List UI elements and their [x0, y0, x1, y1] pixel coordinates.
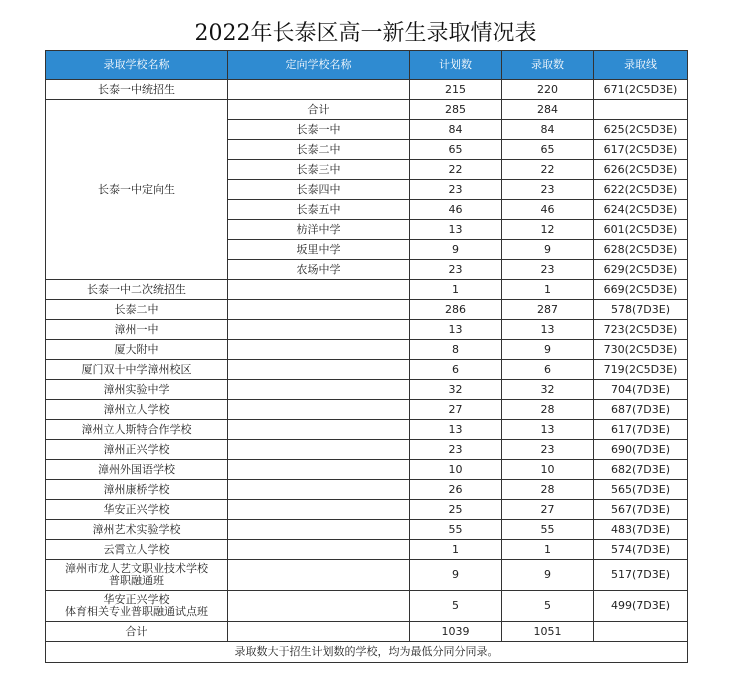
line-cell: 517(7D3E): [594, 560, 688, 591]
plan-cell: 1: [410, 280, 502, 300]
plan-cell: 13: [410, 420, 502, 440]
line-cell: 682(7D3E): [594, 460, 688, 480]
table-row: [46, 460, 688, 480]
table-row: [46, 80, 688, 100]
admit-cell: 32: [502, 380, 594, 400]
header-line: 录取线: [594, 51, 688, 80]
directed-cell: [228, 560, 410, 591]
line-cell: [594, 100, 688, 120]
admit-cell: 28: [502, 480, 594, 500]
school-cell-two-line: [46, 560, 228, 591]
admit-cell: 284: [502, 100, 594, 120]
table-row: [46, 500, 688, 520]
admit-cell: 287: [502, 300, 594, 320]
plan-cell: 22: [410, 160, 502, 180]
admit-cell: 220: [502, 80, 594, 100]
directed-cell: [228, 540, 410, 560]
school-cell: 漳州艺术实验学校: [46, 520, 228, 540]
line-cell: 687(7D3E): [594, 400, 688, 420]
plan-cell: 6: [410, 360, 502, 380]
directed-cell: 长泰四中: [228, 180, 410, 200]
plan-cell: 65: [410, 140, 502, 160]
directed-cell: [228, 591, 410, 622]
plan-cell: 23: [410, 260, 502, 280]
plan-cell: 46: [410, 200, 502, 220]
directed-cell: [228, 340, 410, 360]
admit-cell: 22: [502, 160, 594, 180]
directed-cell: [228, 622, 410, 642]
admit-cell: 23: [502, 180, 594, 200]
directed-cell: [228, 520, 410, 540]
total-row: [46, 622, 688, 642]
plan-cell: 26: [410, 480, 502, 500]
school-cell: 云霄立人学校: [46, 540, 228, 560]
table-row: [46, 520, 688, 540]
directed-cell: [228, 80, 410, 100]
school-cell: 长泰一中统招生: [46, 80, 228, 100]
table-row: [46, 320, 688, 340]
admit-cell: 23: [502, 440, 594, 460]
directed-cell: [228, 320, 410, 340]
school-cell: 漳州外国语学校: [46, 460, 228, 480]
plan-cell: 27: [410, 400, 502, 420]
line-cell: 617(2C5D3E): [594, 140, 688, 160]
line-cell: 690(7D3E): [594, 440, 688, 460]
line-cell: 719(2C5D3E): [594, 360, 688, 380]
admit-cell: 9: [502, 560, 594, 591]
school-cell: 漳州立人学校: [46, 400, 228, 420]
total-admit: 1051: [502, 622, 594, 642]
admit-cell: 1: [502, 280, 594, 300]
line-cell: 723(2C5D3E): [594, 320, 688, 340]
table-row: [46, 360, 688, 380]
plan-cell: 55: [410, 520, 502, 540]
footnote-row: [46, 642, 688, 663]
plan-cell: 10: [410, 460, 502, 480]
plan-cell: 9: [410, 560, 502, 591]
plan-cell: 9: [410, 240, 502, 260]
admit-cell: 13: [502, 420, 594, 440]
directed-cell: [228, 300, 410, 320]
table-row: [46, 540, 688, 560]
admit-cell: 46: [502, 200, 594, 220]
directed-cell: [228, 400, 410, 420]
plan-cell: 23: [410, 180, 502, 200]
table-row: [46, 440, 688, 460]
plan-cell: 32: [410, 380, 502, 400]
directed-cell: 长泰五中: [228, 200, 410, 220]
line-cell: 629(2C5D3E): [594, 260, 688, 280]
header-row: [46, 51, 688, 80]
line-cell: 671(2C5D3E): [594, 80, 688, 100]
table-row: [46, 380, 688, 400]
admit-cell: 5: [502, 591, 594, 622]
line-cell: 669(2C5D3E): [594, 280, 688, 300]
plan-cell: 215: [410, 80, 502, 100]
table-row: [46, 480, 688, 500]
footnote: 录取数大于招生计划数的学校，均为最低分同分同录。: [46, 642, 688, 663]
admit-cell: 13: [502, 320, 594, 340]
directed-cell: [228, 380, 410, 400]
school-cell: 漳州一中: [46, 320, 228, 340]
plan-cell: 285: [410, 100, 502, 120]
table-row: [46, 300, 688, 320]
admit-cell: 55: [502, 520, 594, 540]
directed-cell: [228, 420, 410, 440]
table-row: [46, 591, 688, 622]
table-row: [46, 340, 688, 360]
admit-cell: 1: [502, 540, 594, 560]
admit-cell: 6: [502, 360, 594, 380]
school-cell-two-line: [46, 591, 228, 622]
directed-cell: [228, 480, 410, 500]
plan-cell: 8: [410, 340, 502, 360]
admit-cell: 28: [502, 400, 594, 420]
directed-cell: 坂里中学: [228, 240, 410, 260]
school-line-2: 体育相关专业普职融通试点班: [65, 605, 208, 618]
line-cell: 565(7D3E): [594, 480, 688, 500]
line-cell: 499(7D3E): [594, 591, 688, 622]
line-cell: 625(2C5D3E): [594, 120, 688, 140]
admit-cell: 23: [502, 260, 594, 280]
directed-cell: 长泰二中: [228, 140, 410, 160]
page-title: 2022年长泰区高一新生录取情况表: [194, 21, 537, 46]
directed-cell: 长泰一中: [228, 120, 410, 140]
school-cell-merged: 长泰一中定向生: [46, 100, 228, 280]
school-line-2: 普职融通班: [109, 574, 164, 587]
plan-cell: 5: [410, 591, 502, 622]
directed-cell: [228, 460, 410, 480]
plan-cell: 13: [410, 320, 502, 340]
line-cell: 730(2C5D3E): [594, 340, 688, 360]
school-cell: 漳州康桥学校: [46, 480, 228, 500]
line-cell: 578(7D3E): [594, 300, 688, 320]
school-cell: 漳州正兴学校: [46, 440, 228, 460]
header-plan: 计划数: [410, 51, 502, 80]
table-row: [46, 560, 688, 591]
school-line-1: 华安正兴学校: [103, 593, 170, 606]
total-plan: 1039: [410, 622, 502, 642]
school-cell: 厦门双十中学漳州校区: [46, 360, 228, 380]
plan-cell: 25: [410, 500, 502, 520]
directed-cell: [228, 500, 410, 520]
table-row: [46, 280, 688, 300]
line-cell: 617(7D3E): [594, 420, 688, 440]
plan-cell: 1: [410, 540, 502, 560]
directed-cell: 枋洋中学: [228, 220, 410, 240]
admit-cell: 27: [502, 500, 594, 520]
directed-cell: [228, 280, 410, 300]
line-cell: 624(2C5D3E): [594, 200, 688, 220]
table-row: [46, 100, 688, 120]
school-cell: 华安正兴学校: [46, 500, 228, 520]
admission-table: [45, 50, 688, 663]
admit-cell: 84: [502, 120, 594, 140]
header-school: 录取学校名称: [46, 51, 228, 80]
plan-cell: 13: [410, 220, 502, 240]
directed-cell: 合计: [228, 100, 410, 120]
directed-cell: [228, 360, 410, 380]
directed-cell: [228, 440, 410, 460]
school-cell: 厦大附中: [46, 340, 228, 360]
plan-cell: 23: [410, 440, 502, 460]
line-cell: 628(2C5D3E): [594, 240, 688, 260]
plan-cell: 286: [410, 300, 502, 320]
school-cell: 漳州立人斯特合作学校: [46, 420, 228, 440]
line-cell: 567(7D3E): [594, 500, 688, 520]
admit-cell: 65: [502, 140, 594, 160]
table-row: [46, 420, 688, 440]
total-label: 合计: [46, 622, 228, 642]
header-admit: 录取数: [502, 51, 594, 80]
line-cell: 626(2C5D3E): [594, 160, 688, 180]
school-cell: 漳州实验中学: [46, 380, 228, 400]
line-cell: 622(2C5D3E): [594, 180, 688, 200]
admit-cell: 9: [502, 240, 594, 260]
admit-cell: 12: [502, 220, 594, 240]
plan-cell: 84: [410, 120, 502, 140]
line-cell: [594, 622, 688, 642]
school-cell: 长泰二中: [46, 300, 228, 320]
line-cell: 704(7D3E): [594, 380, 688, 400]
admit-cell: 10: [502, 460, 594, 480]
school-cell: 长泰一中二次统招生: [46, 280, 228, 300]
admit-cell: 9: [502, 340, 594, 360]
table-row: [46, 400, 688, 420]
directed-cell: 农场中学: [228, 260, 410, 280]
line-cell: 483(7D3E): [594, 520, 688, 540]
header-directed-school: 定向学校名称: [228, 51, 410, 80]
line-cell: 601(2C5D3E): [594, 220, 688, 240]
line-cell: 574(7D3E): [594, 540, 688, 560]
directed-cell: 长泰三中: [228, 160, 410, 180]
school-line-1: 漳州市龙人艺文职业技术学校: [65, 562, 208, 575]
